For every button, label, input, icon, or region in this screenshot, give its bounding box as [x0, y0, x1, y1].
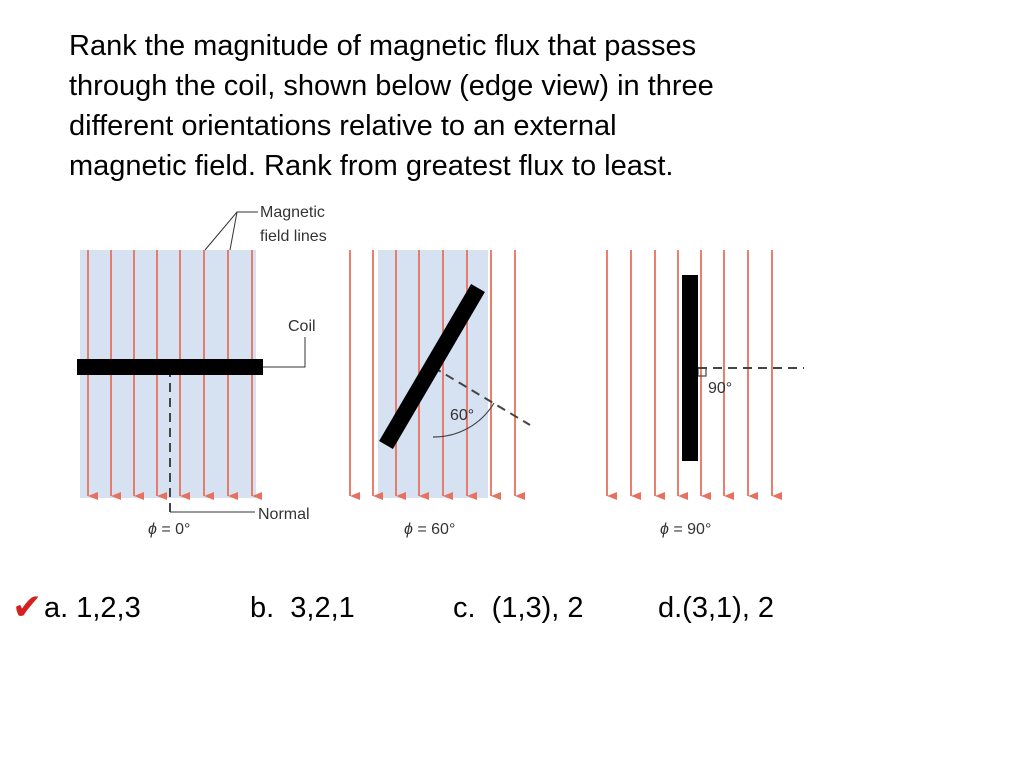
phi-value: = 0°	[156, 521, 191, 538]
coil-edge	[77, 359, 263, 375]
question-line: magnetic field. Rank from greatest flux to least.	[69, 150, 674, 182]
question-line: through the coil, shown below (edge view) in three	[69, 70, 714, 102]
phi-label-90	[660, 521, 711, 538]
phi-symbol: ϕ	[660, 521, 669, 538]
label-field-lines: field lines	[260, 228, 327, 245]
label-magnetic: Magnetic	[260, 204, 325, 221]
panel-phi-90	[607, 250, 804, 538]
answer-option-c[interactable]: c. (1,3), 2	[453, 592, 584, 624]
coil-edge	[682, 275, 698, 461]
answer-option-a[interactable]: a. 1,2,3	[44, 592, 141, 624]
question-line: Rank the magnitude of magnetic flux that passes	[69, 30, 697, 62]
answer-option-b[interactable]: b. 3,2,1	[250, 592, 355, 624]
coil-leader	[263, 337, 305, 367]
label-angle-90: 90°	[708, 380, 733, 397]
phi-symbol: ϕ	[404, 521, 413, 538]
phi-value: = 90°	[668, 521, 712, 538]
answer-options	[0, 586, 1024, 636]
phi-symbol: ϕ	[148, 521, 157, 538]
panel-phi-0	[77, 204, 327, 538]
answer-option-d[interactable]: d.(3,1), 2	[658, 592, 775, 624]
checkmark-icon: ✔	[12, 587, 43, 628]
label-angle-60: 60°	[450, 407, 475, 424]
label-coil: Coil	[288, 318, 316, 335]
panel-phi-60	[350, 250, 530, 538]
right-angle-marker	[698, 368, 706, 376]
phi-label-60	[404, 521, 455, 538]
phi-label-0	[148, 521, 190, 538]
field-lines-leader	[230, 212, 237, 250]
label-normal: Normal	[258, 506, 310, 523]
question-line: different orientations relative to an external	[69, 110, 617, 142]
phi-value: = 60°	[412, 521, 456, 538]
